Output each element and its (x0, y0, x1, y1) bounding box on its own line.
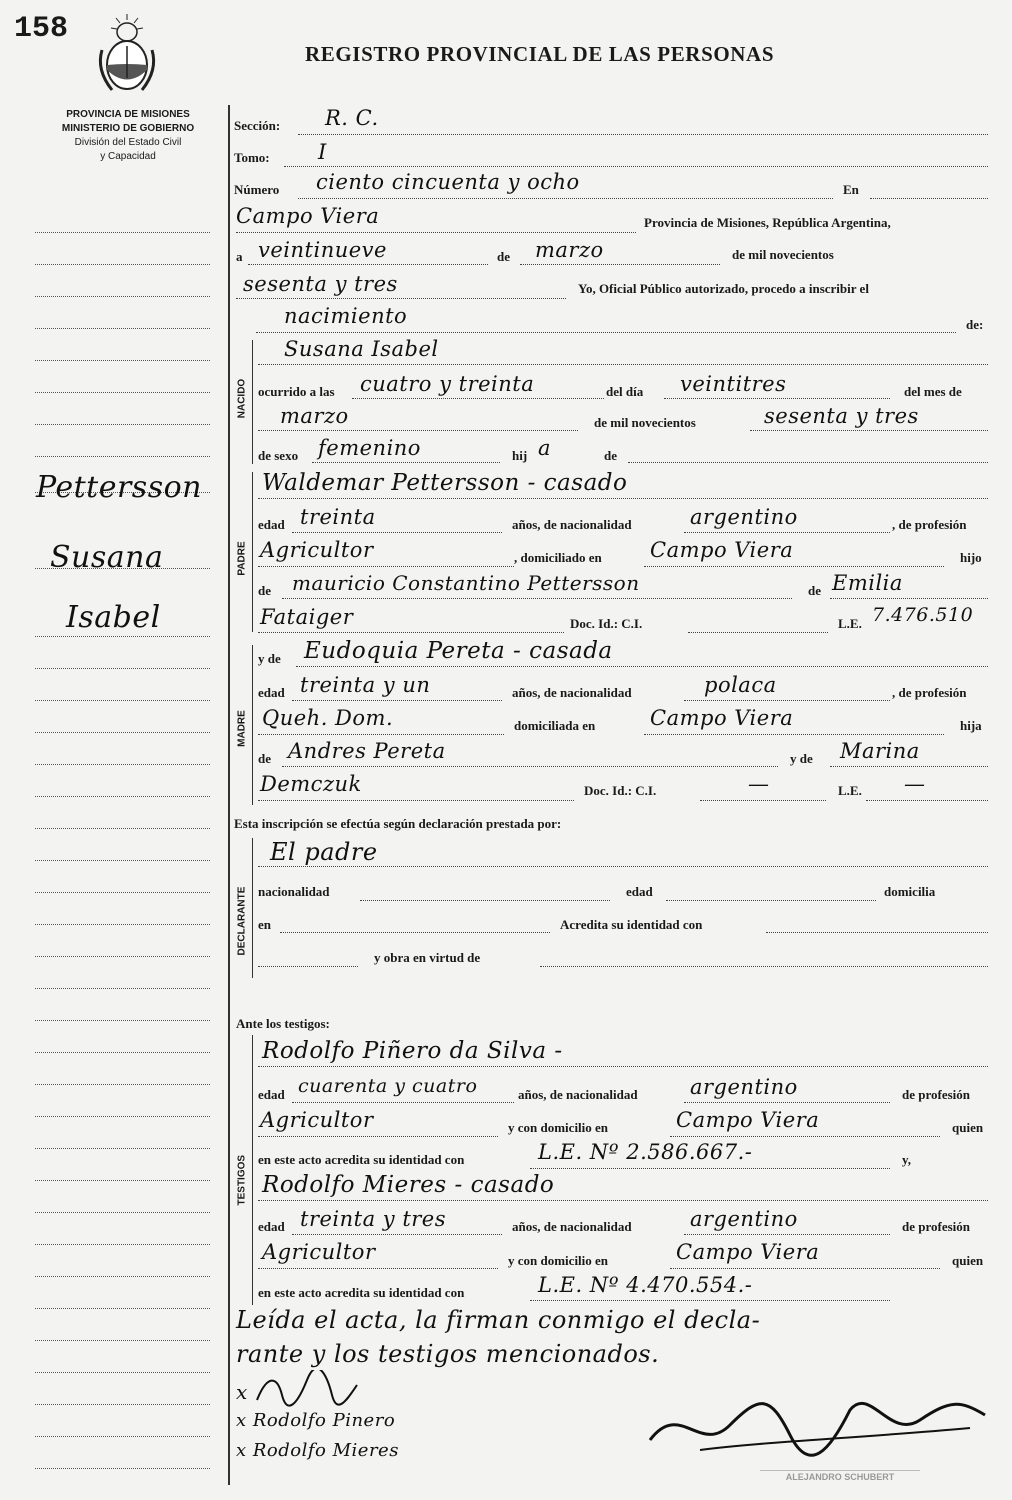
line (282, 598, 792, 599)
value-testigo2-dom: Campo Viera (676, 1240, 820, 1264)
label-y-comma: y, (902, 1152, 912, 1167)
value-mes-inscripcion: marzo (535, 238, 604, 262)
label-con-domicilio: y con domicilio en (508, 1120, 609, 1135)
label-de-profesion2: de profesión (902, 1219, 971, 1234)
value-hora: cuatro y treinta (360, 372, 535, 396)
value-madre: Eudoquia Pereta - casada (304, 638, 613, 664)
value-abuela-m: Marina (840, 739, 920, 763)
value-madre-le: — (904, 772, 926, 796)
closing-line-2: rante y los testigos mencionados. (236, 1340, 660, 1368)
label-domiciliado: , domiciliado en (514, 550, 602, 565)
label-de: de (258, 583, 271, 598)
label-doc-id: Doc. Id.: C.I. (584, 783, 657, 798)
authority-line: División del Estado Civil (74, 137, 182, 148)
section-tag-madre: MADRE (236, 710, 248, 747)
label-obra: y obra en virtud de (374, 950, 481, 965)
value-tomo: I (318, 140, 327, 164)
line (292, 1234, 502, 1235)
value-testigo1-doc: L.E. Nº 2.586.667.- (538, 1140, 753, 1164)
value-abuela-m2: Demczuk (260, 772, 362, 796)
label-del-dia: del día (606, 384, 644, 399)
label-con-domicilio: y con domicilio en (508, 1253, 609, 1268)
line (258, 364, 988, 365)
label-anos-nac: años, de nacionalidad (512, 517, 632, 532)
label-tomo: Tomo: (234, 150, 270, 165)
label-edad2: edad (626, 884, 653, 899)
label-esta-inscripcion: Esta inscripción se efectúa según declaración prestada por: (234, 816, 562, 831)
value-madre-prof: Queh. Dom. (262, 706, 394, 730)
line (258, 498, 988, 499)
value-padre-edad: treinta (300, 505, 376, 529)
label-seccion: Sección: (234, 118, 281, 133)
value-abuelo-p: mauricio Constantino Pettersson (292, 571, 640, 595)
value-testigo1-dom: Campo Viera (676, 1108, 820, 1132)
margin-divider (228, 105, 230, 1485)
label-quien: quien (952, 1253, 984, 1268)
value-padre-prof: Agricultor (260, 538, 374, 562)
line (258, 866, 988, 867)
line (282, 766, 778, 767)
margin-firstname: Susana (50, 540, 164, 575)
line (292, 1102, 514, 1103)
section-bracket (252, 838, 253, 978)
label-edad: edad (258, 517, 285, 532)
section-bracket (252, 472, 253, 632)
label-de-profesion: , de profesión (892, 517, 967, 532)
line (256, 332, 956, 333)
value-madre-ci: — (748, 772, 770, 796)
line (258, 430, 578, 431)
value-padre-le: 7.476.510 (872, 604, 974, 626)
line (750, 430, 988, 431)
label-acredita: Acredita su identidad con (560, 917, 703, 932)
label-en-este-acto: en este acto acredita su identidad con (258, 1152, 465, 1167)
value-testigo1: Rodolfo Piñero da Silva - (262, 1038, 563, 1064)
line (644, 566, 944, 567)
value-dia-inscripcion: veintinueve (258, 238, 387, 262)
line (258, 1136, 498, 1137)
line (684, 700, 890, 701)
label-de-profesion: , de profesión (892, 685, 967, 700)
line (520, 264, 720, 265)
official-stamp (760, 1470, 920, 1497)
line (292, 700, 502, 701)
label-de-colon: de: (966, 317, 984, 332)
label-y-de: y de (790, 751, 813, 766)
authority-line: PROVINCIA DE MISIONES (66, 109, 190, 120)
coat-of-arms-seal (94, 10, 160, 96)
label-yo-oficial: Yo, Oficial Público autorizado, procedo a inscribir el (578, 281, 869, 296)
line (296, 666, 988, 667)
line (258, 734, 504, 735)
value-testigo2: Rodolfo Mieres - casado (262, 1172, 555, 1198)
line (830, 766, 988, 767)
value-anio-nac: sesenta y tres (764, 404, 919, 428)
value-dia-nac: veintitres (680, 372, 787, 396)
line (298, 134, 988, 135)
line (870, 198, 988, 199)
label-en-este-acto: en este acto acredita su identidad con (258, 1285, 465, 1300)
line (670, 1136, 940, 1137)
value-hij-suffix: a (538, 436, 552, 460)
margin-middlename: Isabel (66, 600, 161, 635)
page-number: 158 (14, 12, 69, 46)
value-madre-nac: polaca (704, 673, 777, 697)
value-anio-inscripcion: sesenta y tres (243, 272, 398, 296)
value-madre-edad: treinta y un (300, 673, 431, 697)
authority-line: MINISTERIO DE GOBIERNO (61, 123, 195, 134)
line (280, 932, 550, 933)
label-quien: quien (952, 1120, 984, 1135)
line (360, 900, 610, 901)
label-edad: edad (258, 1087, 285, 1102)
line (258, 566, 514, 567)
value-testigo2-prof: Agricultor (262, 1240, 376, 1264)
label-edad: edad (258, 1219, 285, 1234)
label-sexo: de sexo (258, 448, 299, 463)
closing-line-1: Leída el acta, la firman conmigo el decla- (236, 1306, 761, 1334)
official-signature (640, 1380, 990, 1460)
line (258, 966, 358, 967)
label-domicilia: domicilia (884, 884, 936, 899)
label-a: a (236, 249, 243, 264)
line (866, 800, 988, 801)
line (666, 900, 876, 901)
label-nacionalidad: nacionalidad (258, 884, 330, 899)
value-madre-dom: Campo Viera (650, 706, 794, 730)
line (236, 232, 636, 233)
label-ocurrido: ocurrido a las (258, 384, 335, 399)
line (644, 734, 944, 735)
label-de: de (497, 249, 510, 264)
line (766, 932, 988, 933)
issuing-authority (36, 108, 220, 164)
line (830, 598, 988, 599)
value-padre-dom: Campo Viera (650, 538, 794, 562)
value-sexo: femenino (318, 436, 421, 460)
label-edad: edad (258, 685, 285, 700)
label-domiciliada: domiciliada en (514, 718, 596, 733)
authority-line: y Capacidad (100, 151, 156, 162)
label-hijo: hijo (960, 550, 982, 565)
value-testigo2-edad: treinta y tres (300, 1207, 447, 1231)
line (670, 1268, 940, 1269)
margin-surname: Pettersson (36, 470, 202, 505)
label-en: En (843, 182, 859, 197)
line (236, 298, 566, 299)
value-abuelo-m: Andres Pereta (288, 739, 446, 763)
label-de: de (258, 751, 271, 766)
section-tag-padre: PADRE (236, 541, 248, 576)
label-de: de (604, 448, 617, 463)
line (284, 166, 988, 167)
section-tag-nacido: NACIDO (236, 378, 248, 419)
line (540, 966, 988, 967)
value-testigo2-doc: L.E. Nº 4.470.554.- (538, 1273, 753, 1297)
label-provincia: Provincia de Misiones, República Argentina, (644, 215, 891, 230)
label-anos-nac2: años, de nacionalidad (512, 1219, 632, 1234)
label-le: L.E. (838, 616, 862, 631)
label-y-de: y de (258, 651, 281, 666)
signature-declarante: x (236, 1380, 248, 1404)
line (312, 462, 500, 463)
value-abuela-p: Emilia (832, 571, 903, 595)
label-numero: Número (234, 182, 280, 197)
line (258, 1200, 988, 1201)
label-de-profesion2: de profesión (902, 1087, 971, 1102)
section-tag-testigos: TESTIGOS (236, 1154, 248, 1206)
label-ante-testigos: Ante los testigos: (236, 1016, 330, 1031)
label-de: de (808, 583, 821, 598)
signature-testigo1: x Rodolfo Pinero (236, 1410, 396, 1431)
line (530, 1168, 890, 1169)
label-de-mil-nov2: de mil novecientos (594, 415, 696, 430)
line (298, 198, 833, 199)
section-tag-declarante: DECLARANTE (236, 886, 248, 956)
label-anos-nac2: años, de nacionalidad (518, 1087, 638, 1102)
value-seccion: R. C. (325, 106, 379, 130)
stamp-text: ALEJANDRO SCHUBERT (785, 1472, 895, 1482)
line (292, 532, 502, 533)
value-mes-nac: marzo (280, 404, 349, 428)
label-de-mil-nov: de mil novecientos (732, 247, 834, 262)
line (258, 800, 574, 801)
label-del-mes: del mes de (904, 384, 962, 399)
label-hij: hij (512, 448, 528, 463)
section-bracket (252, 645, 253, 805)
value-testigo1-prof: Agricultor (260, 1108, 374, 1132)
label-anos-nac: años, de nacionalidad (512, 685, 632, 700)
line (530, 1300, 890, 1301)
signature-declarante-mark (252, 1370, 362, 1410)
value-padre-nac: argentino (690, 505, 798, 529)
label-en2: en (258, 917, 271, 932)
section-bracket (252, 1035, 253, 1305)
value-abuela-p2: Fataiger (260, 605, 354, 629)
line (352, 398, 604, 399)
value-testigo1-edad: cuarenta y cuatro (298, 1075, 478, 1097)
label-hija: hija (960, 718, 982, 733)
line (684, 1234, 890, 1235)
line (700, 800, 826, 801)
value-numero: ciento cincuenta y ocho (316, 170, 580, 194)
signature-testigo2: x Rodolfo Mieres (236, 1440, 399, 1461)
value-testigo1-nac: argentino (690, 1075, 798, 1099)
line (258, 1268, 498, 1269)
section-bracket (252, 340, 253, 464)
line (258, 632, 564, 633)
line (258, 1066, 988, 1067)
value-padre: Waldemar Pettersson - casado (262, 470, 628, 496)
label-doc-id: Doc. Id.: C.I. (570, 616, 643, 631)
line (684, 532, 890, 533)
label-le: L.E. (838, 783, 862, 798)
value-acto: nacimiento (284, 304, 408, 328)
value-declarante: El padre (270, 838, 378, 866)
line (664, 398, 890, 399)
line (248, 264, 488, 265)
document-title: REGISTRO PROVINCIAL DE LAS PERSONAS (305, 42, 775, 66)
line (628, 462, 988, 463)
value-nombre: Susana Isabel (284, 337, 439, 361)
line (684, 1102, 890, 1103)
value-testigo2-nac: argentino (690, 1207, 798, 1231)
value-lugar: Campo Viera (236, 204, 380, 228)
line (688, 632, 828, 633)
